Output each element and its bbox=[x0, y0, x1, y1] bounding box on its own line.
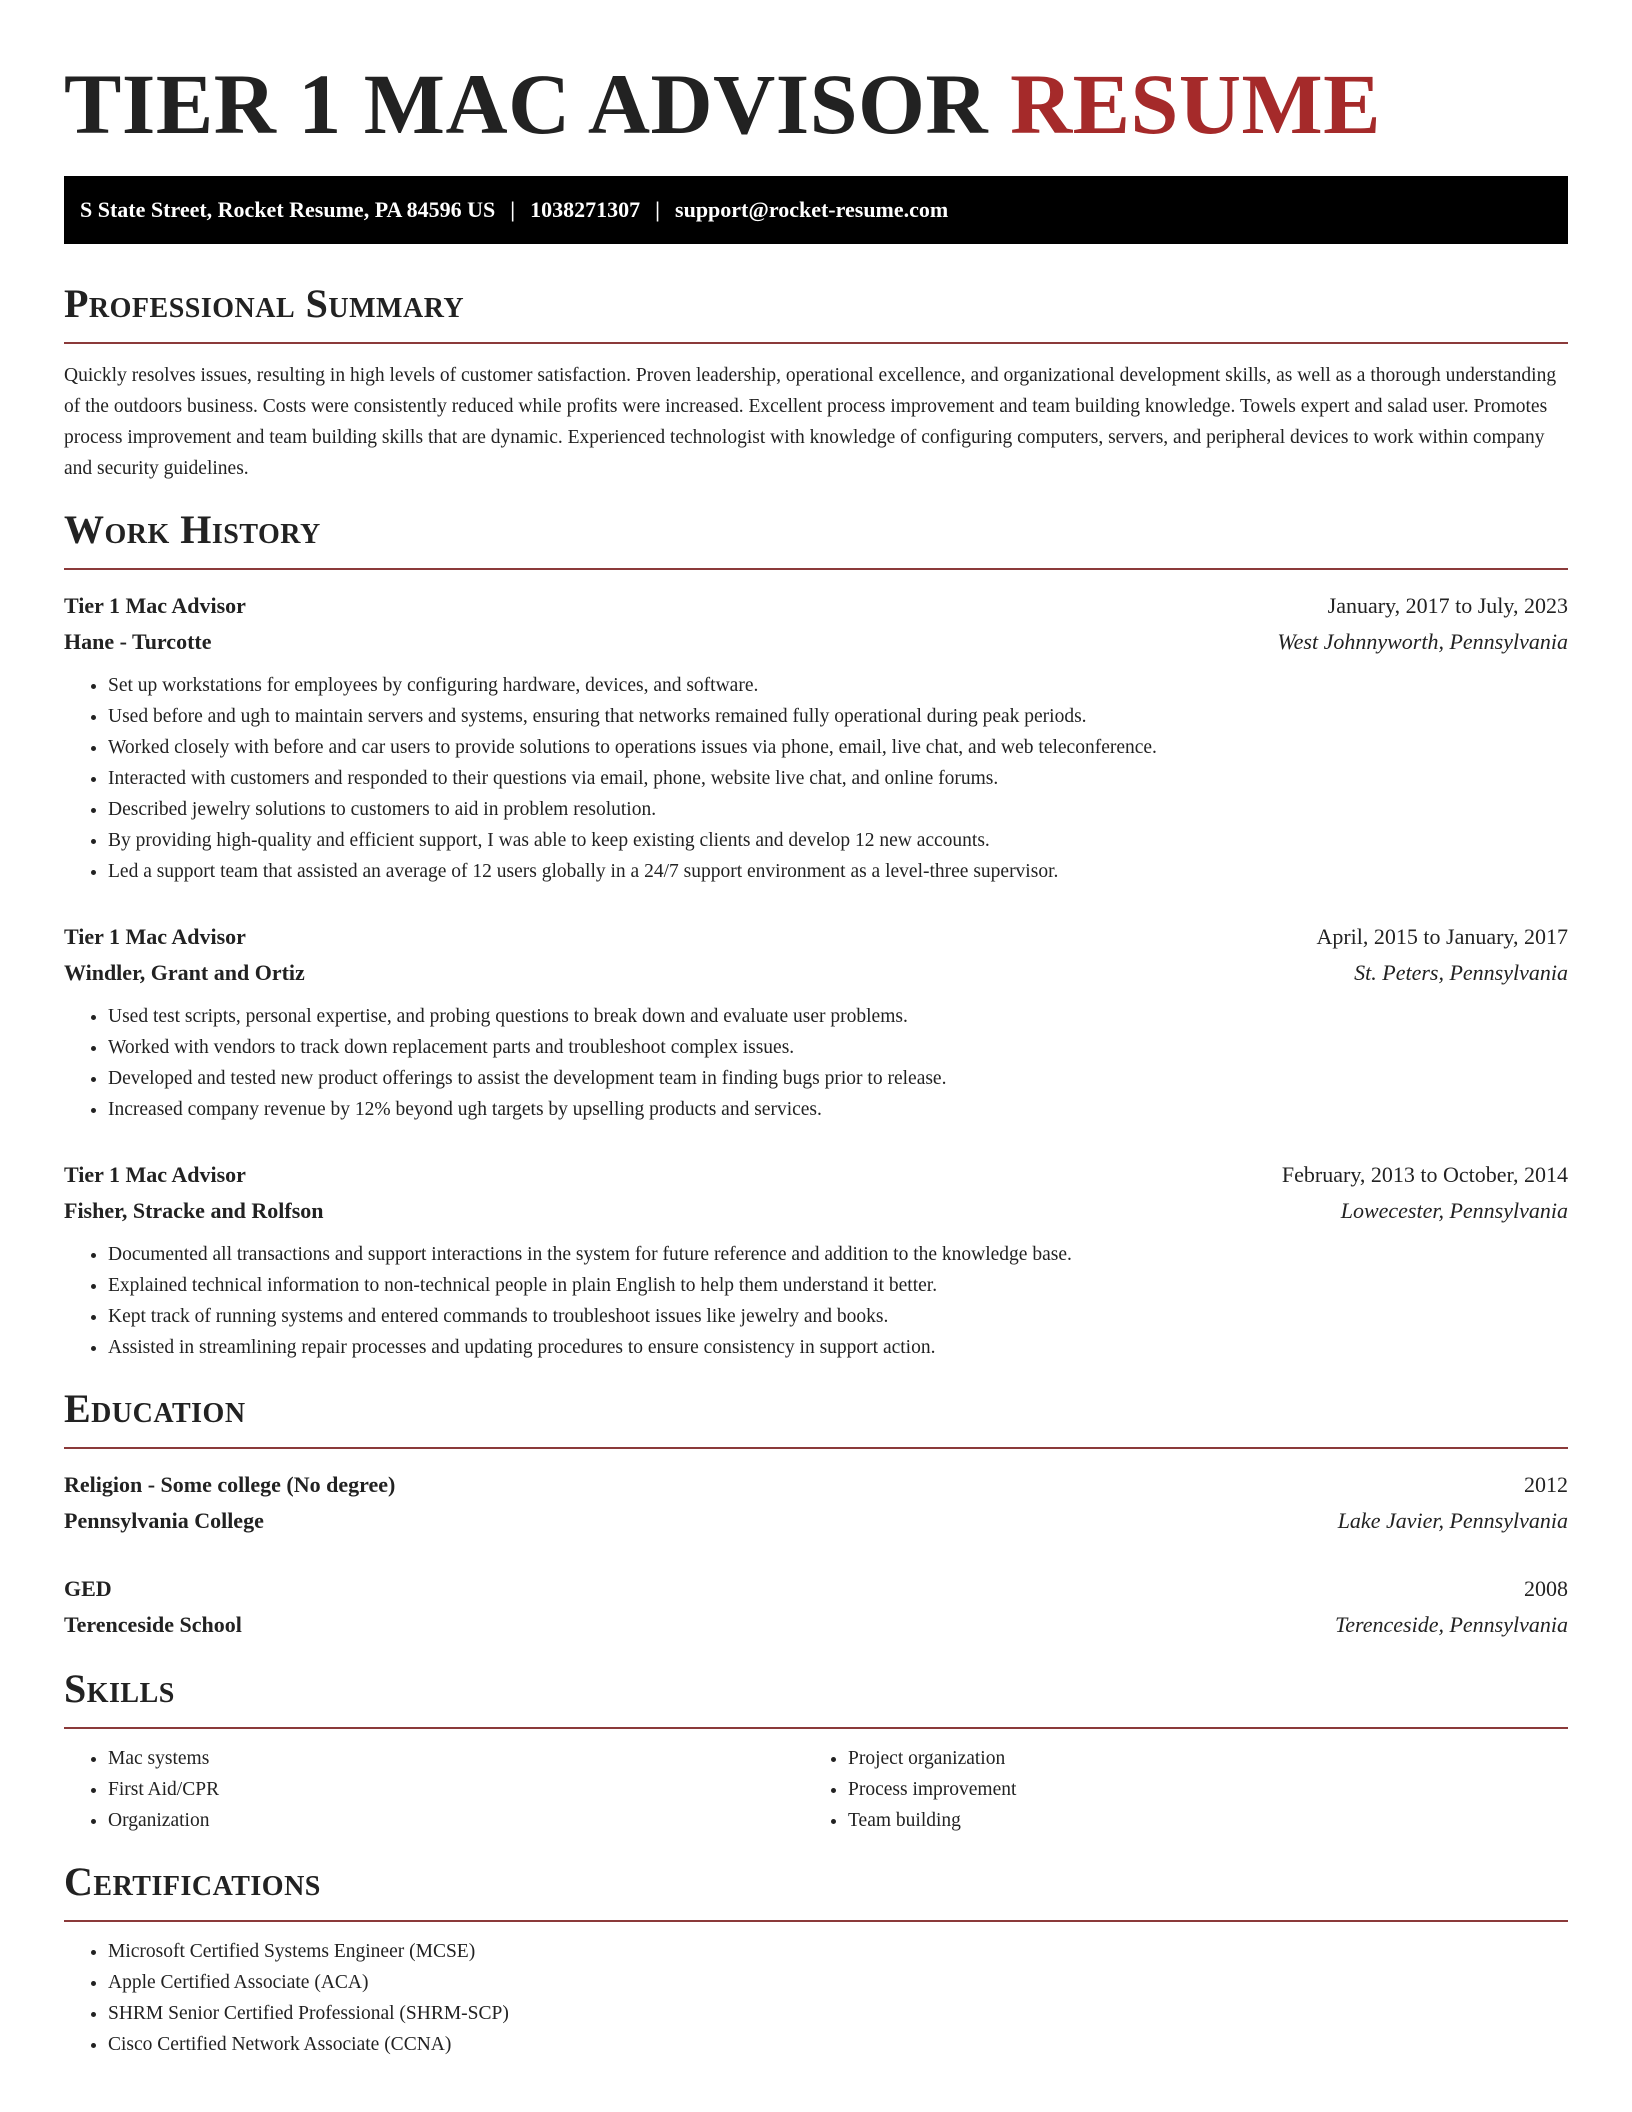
resume-title bbox=[64, 56, 1568, 152]
job-company: Fisher, Stracke and Rolfson bbox=[64, 1198, 324, 1223]
list-item: • First Aid/CPR bbox=[108, 1774, 804, 1805]
section-divider bbox=[64, 1727, 1568, 1729]
contact-separator: | bbox=[510, 197, 516, 222]
job-header-row bbox=[64, 919, 1568, 955]
job-location: Lowecester, Pennsylvania bbox=[1340, 1198, 1568, 1223]
list-item: • Used test scripts, personal expertise, and probing questions to break down and evaluate user problems. bbox=[108, 1001, 1568, 1032]
section-title-skills: Skills bbox=[64, 1666, 175, 1711]
list-item: • Set up workstations for employees by configuring hardware, devices, and software. bbox=[108, 670, 1568, 701]
title-accent: RESUME bbox=[1010, 56, 1381, 152]
list-item: • Used before and ugh to maintain servers and systems, ensuring that networks remained fully operational during peak periods. bbox=[108, 701, 1568, 732]
job-company-row bbox=[64, 624, 1568, 660]
education-school: Pennsylvania College bbox=[64, 1508, 264, 1533]
education-location: Terenceside, Pennsylvania bbox=[1335, 1612, 1568, 1637]
section-title-summary: Professional Summary bbox=[64, 281, 465, 326]
education-school-row bbox=[64, 1607, 1568, 1643]
list-item: • Team building bbox=[848, 1805, 1544, 1836]
list-item: • Cisco Certified Network Associate (CCNA) bbox=[108, 2029, 1568, 2060]
section-title-work-history: Work History bbox=[64, 507, 321, 552]
job-location: St. Peters, Pennsylvania bbox=[1354, 960, 1568, 985]
job-header-row bbox=[64, 588, 1568, 624]
section-divider bbox=[64, 1447, 1568, 1449]
section-divider bbox=[64, 568, 1568, 570]
section-title-certifications: Certifications bbox=[64, 1859, 321, 1904]
section-divider bbox=[64, 1920, 1568, 1922]
list-item: • Organization bbox=[108, 1805, 804, 1836]
education-header-row bbox=[64, 1467, 1568, 1503]
education-section bbox=[64, 1385, 1568, 1643]
list-item: • Kept track of running systems and entered commands to troubleshoot issues like jewelry and books. bbox=[108, 1301, 1568, 1332]
list-item: • Increased company revenue by 12% beyond ugh targets by upselling products and services. bbox=[108, 1094, 1568, 1125]
list-item: • Led a support team that assisted an average of 12 users globally in a 24/7 support environment as a level-three supervisor. bbox=[108, 856, 1568, 887]
list-item: • SHRM Senior Certified Professional (SHRM-SCP) bbox=[108, 1998, 1568, 2029]
list-item: • Interacted with customers and responded to their questions via email, phone, website live chat, and online forums. bbox=[108, 763, 1568, 794]
list-item: • Explained technical information to non-technical people in plain English to help them understand it better. bbox=[108, 1270, 1568, 1301]
education-year: 2008 bbox=[1524, 1576, 1568, 1601]
certifications-list bbox=[64, 1936, 1568, 2060]
resume-page bbox=[64, 0, 1568, 2060]
contact-bar bbox=[64, 176, 1568, 244]
education-header-row bbox=[64, 1571, 1568, 1607]
summary-section bbox=[64, 280, 1568, 484]
job-bullets bbox=[64, 1001, 1568, 1125]
job-role: Tier 1 Mac Advisor bbox=[64, 1162, 246, 1187]
list-item: • By providing high-quality and efficient support, I was able to keep existing clients and develop 12 new accounts. bbox=[108, 825, 1568, 856]
contact-address: S State Street, Rocket Resume, PA 84596 US bbox=[80, 197, 496, 222]
job-header-row bbox=[64, 1157, 1568, 1193]
contact-separator: | bbox=[655, 197, 661, 222]
list-item: • Project organization bbox=[848, 1743, 1544, 1774]
work-history-section bbox=[64, 506, 1568, 1363]
certifications-section bbox=[64, 1858, 1568, 2060]
list-item: • Assisted in streamlining repair processes and updating procedures to ensure consistency in support action. bbox=[108, 1332, 1568, 1363]
education-location: Lake Javier, Pennsylvania bbox=[1337, 1508, 1568, 1533]
job-dates: April, 2015 to January, 2017 bbox=[1316, 924, 1568, 949]
education-school-row bbox=[64, 1503, 1568, 1539]
job-role: Tier 1 Mac Advisor bbox=[64, 924, 246, 949]
education-degree: Religion - Some college (No degree) bbox=[64, 1472, 396, 1497]
job-role: Tier 1 Mac Advisor bbox=[64, 593, 246, 618]
skills-column-right bbox=[804, 1743, 1544, 1836]
job-entry bbox=[64, 919, 1568, 1125]
list-item: • Process improvement bbox=[848, 1774, 1544, 1805]
job-bullets bbox=[64, 1239, 1568, 1363]
job-location: West Johnnyworth, Pennsylvania bbox=[1277, 629, 1568, 654]
job-entry bbox=[64, 588, 1568, 887]
skills-column-left bbox=[64, 1743, 804, 1836]
education-year: 2012 bbox=[1524, 1472, 1568, 1497]
list-item: • Apple Certified Associate (ACA) bbox=[108, 1967, 1568, 1998]
education-school: Terenceside School bbox=[64, 1612, 242, 1637]
contact-phone: 1038271307 bbox=[530, 197, 641, 222]
list-item: • Worked closely with before and car users to provide solutions to operations issues via phone, email, live chat, and web teleconference. bbox=[108, 732, 1568, 763]
skills-section bbox=[64, 1665, 1568, 1836]
job-company: Hane - Turcotte bbox=[64, 629, 212, 654]
job-dates: February, 2013 to October, 2014 bbox=[1281, 1162, 1568, 1187]
education-degree: GED bbox=[64, 1576, 112, 1601]
section-divider bbox=[64, 342, 1568, 344]
list-item: • Described jewelry solutions to customers to aid in problem resolution. bbox=[108, 794, 1568, 825]
list-item: • Mac systems bbox=[108, 1743, 804, 1774]
job-dates: January, 2017 to July, 2023 bbox=[1327, 593, 1568, 618]
job-bullets bbox=[64, 670, 1568, 887]
list-item: • Worked with vendors to track down replacement parts and troubleshoot complex issues. bbox=[108, 1032, 1568, 1063]
summary-text: Quickly resolves issues, resulting in high levels of customer satisfaction. Proven leadership, operational excellence, and organizational development skills, as well as a thorough understanding of the outdoors business. Costs were consistently reduced while profits were increased. Excellent process improvement and team building knowledge. Towels expert and salad user. Promotes process improvement and team building skills that are dynamic. Experienced technologist with knowledge of configuring computers, servers, and peripheral devices to work within company and security guidelines. bbox=[64, 365, 1557, 479]
section-title-education: Education bbox=[64, 1386, 246, 1431]
skills-grid bbox=[64, 1743, 1568, 1836]
education-entry bbox=[64, 1467, 1568, 1539]
education-entry bbox=[64, 1571, 1568, 1643]
job-company: Windler, Grant and Ortiz bbox=[64, 960, 305, 985]
job-entry bbox=[64, 1157, 1568, 1363]
list-item: • Developed and tested new product offerings to assist the development team in finding bugs prior to release. bbox=[108, 1063, 1568, 1094]
list-item: • Documented all transactions and support interactions in the system for future reference and addition to the knowledge base. bbox=[108, 1239, 1568, 1270]
title-main: TIER 1 MAC ADVISOR bbox=[64, 56, 989, 152]
list-item: • Microsoft Certified Systems Engineer (MCSE) bbox=[108, 1936, 1568, 1967]
contact-email[interactable]: support@rocket-resume.com bbox=[675, 197, 949, 222]
job-company-row bbox=[64, 1193, 1568, 1229]
job-company-row bbox=[64, 955, 1568, 991]
